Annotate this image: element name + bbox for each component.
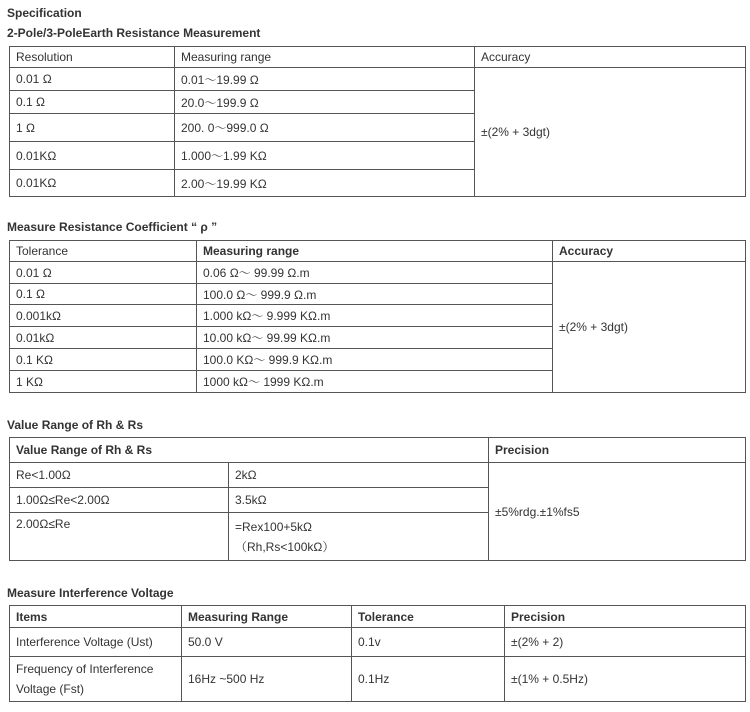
- header-tolerance: Tolerance: [352, 606, 505, 628]
- accuracy-cell: ±(2% + 3dgt): [553, 262, 746, 393]
- rh-rs-table: [9, 437, 746, 561]
- formula-note: （Rh,Rs<100kΩ）: [235, 540, 335, 554]
- tolerance-cell: 1 KΩ: [10, 371, 197, 393]
- header-value-range: Value Range of Rh & Rs: [10, 438, 489, 463]
- header-precision: Precision: [489, 438, 746, 463]
- formula-text: =Rex100+5kΩ: [235, 520, 313, 534]
- header-precision: Precision: [505, 606, 746, 628]
- range-cell: 50.0 V: [182, 628, 352, 657]
- range-cell: 20.0～199.9 Ω: [175, 91, 475, 114]
- condition-cell: 1.00Ω≤Re<2.00Ω: [10, 488, 229, 513]
- header-tolerance: Tolerance: [10, 241, 197, 262]
- range-cell: 100.0 Ω～ 999.9 Ω.m: [197, 284, 553, 305]
- resistance-table: [9, 46, 746, 197]
- resolution-cell: 0.1 Ω: [10, 91, 175, 114]
- header-accuracy: Accuracy: [475, 47, 746, 68]
- item-label-line1: Frequency of Interference: [16, 662, 154, 676]
- header-items: Items: [10, 606, 182, 628]
- tolerance-cell: 0.001kΩ: [10, 305, 197, 327]
- resolution-cell: 0.01KΩ: [10, 170, 175, 197]
- rh-rs-title: Value Range of Rh & Rs: [7, 418, 144, 432]
- resolution-cell: 1 Ω: [10, 114, 175, 142]
- range-cell: 16Hz ~500 Hz: [182, 657, 352, 702]
- range-cell: 100.0 KΩ～ 999.9 KΩ.m: [197, 349, 553, 371]
- header-measuring-range: Measuring Range: [182, 606, 352, 628]
- item-cell: [10, 657, 182, 702]
- range-cell: 0.01～19.99 Ω: [175, 68, 475, 91]
- range-cell: 10.00 kΩ～ 99.99 KΩ.m: [197, 327, 553, 349]
- item-cell: Interference Voltage (Ust): [10, 628, 182, 657]
- value-cell: 2kΩ: [229, 463, 489, 488]
- spec-subtitle: 2-Pole/3-PoleEarth Resistance Measurement: [7, 26, 261, 40]
- tolerance-cell: 0.1v: [352, 628, 505, 657]
- range-cell: 0.06 Ω～ 99.99 Ω.m: [197, 262, 553, 284]
- item-label-line2: Voltage (Fst): [16, 682, 85, 696]
- accuracy-cell: ±(2% + 3dgt): [475, 68, 746, 197]
- coefficient-title: Measure Resistance Coefficient “ ρ ”: [7, 220, 218, 234]
- condition-cell: 2.00Ω≤Re: [10, 513, 229, 561]
- tolerance-cell: 0.1 KΩ: [10, 349, 197, 371]
- header-resolution: Resolution: [10, 47, 175, 68]
- precision-cell: ±(2% + 2): [505, 628, 746, 657]
- header-accuracy: Accuracy: [553, 241, 746, 262]
- spec-title: Specification: [7, 6, 82, 20]
- condition-cell: Re<1.00Ω: [10, 463, 229, 488]
- interference-title: Measure Interference Voltage: [7, 586, 174, 600]
- header-measuring-range: Measuring range: [175, 47, 475, 68]
- range-cell: 2.00～19.99 KΩ: [175, 170, 475, 197]
- tolerance-cell: 0.1 Ω: [10, 284, 197, 305]
- tolerance-cell: 0.1Hz: [352, 657, 505, 702]
- interference-table: [9, 605, 746, 702]
- tolerance-cell: 0.01 Ω: [10, 262, 197, 284]
- resolution-cell: 0.01 Ω: [10, 68, 175, 91]
- range-cell: 1000 kΩ～ 1999 KΩ.m: [197, 371, 553, 393]
- precision-cell: ±5%rdg.±1%fs5: [489, 463, 746, 561]
- tolerance-cell: 0.01kΩ: [10, 327, 197, 349]
- coefficient-table: [9, 240, 746, 393]
- header-measuring-range: Measuring range: [197, 241, 553, 262]
- value-cell: [229, 513, 489, 561]
- precision-cell: ±(1% + 0.5Hz): [505, 657, 746, 702]
- range-cell: 1.000 kΩ～ 9.999 KΩ.m: [197, 305, 553, 327]
- range-cell: 1.000～1.99 KΩ: [175, 142, 475, 170]
- value-cell: 3.5kΩ: [229, 488, 489, 513]
- resolution-cell: 0.01KΩ: [10, 142, 175, 170]
- range-cell: 200. 0～999.0 Ω: [175, 114, 475, 142]
